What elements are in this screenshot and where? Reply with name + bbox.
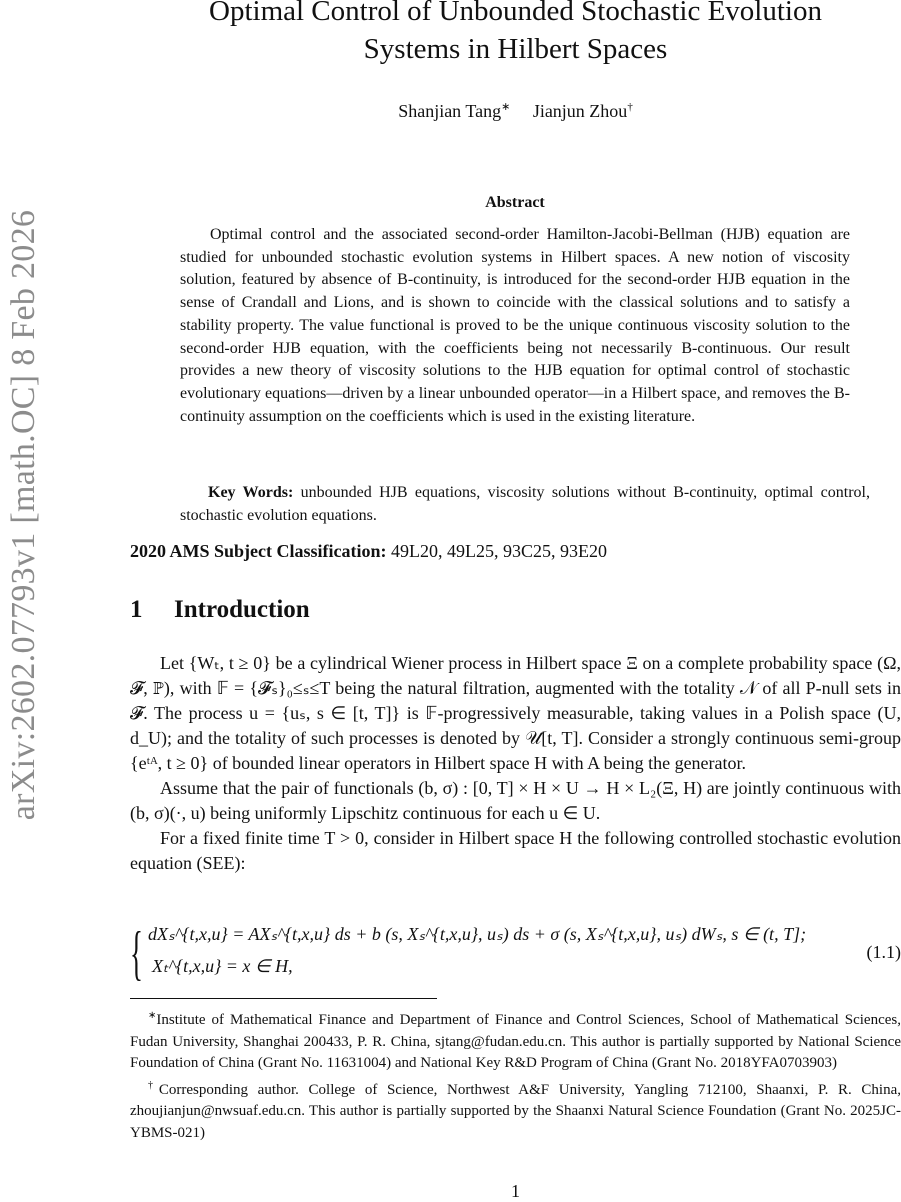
footnote-2-text: Corresponding author. College of Science, Northwest A&F University, Yangling 712100, Shaanxi, P. R. China, zhoujianjun@nwsuaf.edu.cn. This author is partially supported by the Shaanxi Natural Science Foundation (Grant No. 2025JC-YBMS-021) — [130, 1082, 901, 1141]
footnotes — [130, 1005, 901, 1145]
section-heading-introduction — [130, 596, 310, 624]
arxiv-stamp-text: arXiv:2602.07793v1 [math.OC] 8 Feb 2026 — [5, 210, 43, 820]
author-zhou-footnote-mark: † — [627, 101, 633, 113]
keywords-label: Key Words: — [208, 484, 293, 501]
intro-paragraph-3: For a fixed finite time T > 0, consider in Hilbert space H the following controlled stochastic evolution equation (SEE): — [130, 826, 901, 876]
ams-codes: 49L20, 49L25, 93C25, 93E20 — [391, 541, 607, 561]
equation-brace: { — [130, 918, 143, 988]
footnote-separator — [130, 998, 437, 999]
footnote-1-text: Institute of Mathematical Finance and Department of Finance and Control Sciences, School of Mathematical Sciences, Fudan University, Shanghai 200433, P. R. China, sjtang@fudan.edu.cn. This author is partially supported by National Science Foundation of China (Grant No. 11631004) and National Key R&D Program of China (Grant No. 2018YFA0703903) — [130, 1012, 901, 1071]
keywords-text: unbounded HJB equations, viscosity solutions without B-continuity, optimal control, stochastic evolution equations. — [180, 484, 870, 524]
equation-number: (1.1) — [867, 942, 901, 963]
introduction-body — [130, 651, 901, 876]
section-number: 1 — [130, 596, 174, 624]
section-title: Introduction — [174, 596, 310, 623]
paper-title — [130, 0, 901, 68]
title-line-1: Optimal Control of Unbounded Stochastic Evolution — [130, 0, 901, 30]
abstract-body: Optimal control and the associated second-order Hamilton-Jacobi-Bellman (HJB) equation are studied for unbounded stochastic evolution systems in Hilbert spaces. A new notion of viscosity solution, featured by absence of B-continuity, is introduced for the second-order HJB equation in the sense of Crandall and Lions, and is shown to coincide with the classical solutions and to satisfy a stability property. The value functional is proved to be the unique continuous viscosity solution to the second-order HJB equation, with the coefficients being not necessarily B-continuous. Our result provides a new theory of viscosity solutions to the HJB equation for optimal control of stochastic evolutionary equations—driven by a linear unbounded operator—in a Hilbert space, and removes the B-continuity assumption on the coefficients which is used in the existing literature. — [180, 224, 850, 428]
ams-label: 2020 AMS Subject Classification: — [130, 541, 387, 561]
intro-paragraph-1: Let {Wₜ, t ≥ 0} be a cylindrical Wiener process in Hilbert space Ξ on a complete probability space (Ω, 𝓕, ℙ), with 𝔽 = {𝓕ₛ}₀≤ₛ≤T being the natural filtration, augmented with the totality 𝒩 of all P-null sets in 𝓕. The process u = {uₛ, s ∈ [t, T]} is 𝔽-progressively measurable, taking values in a Polish space (U, d_U); and the totality of such processes is denoted by 𝒰[t, T]. Consider a strongly continuous semi-group {eᵗᴬ, t ≥ 0} of bounded linear operators in Hilbert space H with A being the generator. — [130, 651, 901, 776]
author-zhou: Jianjun Zhou — [533, 101, 628, 121]
intro-paragraph-2: Assume that the pair of functionals (b, σ) : [0, T] × H × U → H × L₂(Ξ, H) are jointly continuous with (b, σ)(·, u) being uniformly Lipschitz continuous for each u ∈ U. — [130, 776, 901, 826]
equation-1-1 — [130, 918, 901, 990]
footnote-1 — [130, 1005, 901, 1075]
equation-line-1: dXₛ^{t,x,u} = AXₛ^{t,x,u} ds + b (s, Xₛ^{t,x,u}, uₛ) ds + σ (s, Xₛ^{t,x,u}, uₛ) dWₛ, s ∈ (t, T]; — [148, 924, 806, 945]
keywords-paragraph — [180, 482, 870, 527]
author-tang-footnote-mark: ∗ — [501, 101, 510, 113]
author-list — [130, 100, 901, 122]
abstract-heading: Abstract — [180, 194, 850, 212]
footnote-2-mark: † — [148, 1080, 159, 1091]
arxiv-identifier-stamp — [0, 170, 48, 860]
title-line-2: Systems in Hilbert Spaces — [130, 30, 901, 68]
footnote-1-mark: ∗ — [148, 1010, 156, 1021]
page-number: 1 — [130, 1181, 901, 1202]
author-tang: Shanjian Tang — [398, 101, 501, 121]
footnote-2 — [130, 1075, 901, 1145]
ams-classification — [130, 541, 901, 562]
equation-line-2: Xₜ^{t,x,u} = x ∈ H, — [152, 956, 293, 977]
